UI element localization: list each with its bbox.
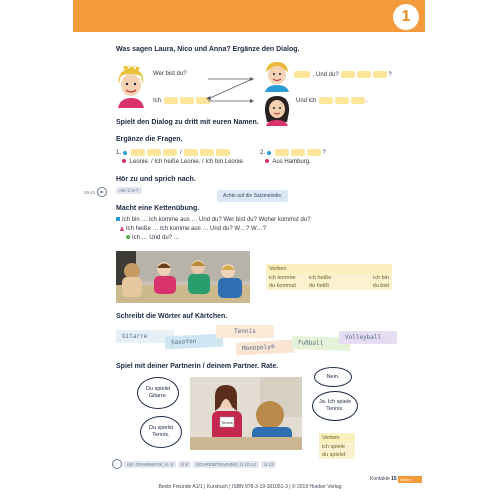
ex2-title: Spielt den Dialog zu dritt mit euren Namen. [116,119,259,126]
gap[interactable] [351,97,365,104]
chain-line-1-text: Ich bin … Ich komme aus … Und du? Wer bist du? Woher kommst du? [122,217,311,223]
bullet-dot-icon [265,159,269,163]
gap[interactable] [319,97,333,104]
ex3-title: Ergänze die Fragen. [116,136,183,143]
gap[interactable] [294,71,310,78]
speech-bubble-tennis-guess: Du spielst Tennis. [140,416,182,448]
gap[interactable] [216,149,230,156]
hint-box: Achte auf die Satzmelodie. [217,190,288,202]
workbook-ref[interactable] [116,187,142,194]
dialog-q3-row: . Und du? ? [293,71,392,78]
word-card-fussball[interactable]: Fußball [292,336,350,351]
chapter-badge: 1 [393,4,419,30]
card-word-text: Tennis [221,420,233,425]
grammar-ref: KB: GRAMMATIK, S. 8 [124,461,176,468]
word-card-gitarre[interactable]: Gitarre [116,330,174,343]
ex3-number-2: 2. [260,150,266,157]
ex3-a1-row [122,159,244,165]
ex3-answer-1: Leonie. / Ich heiße Leonie. / Ich bin Leonie. [129,159,245,165]
verbs-table-2 [319,433,355,459]
verb-cell: du kommst [269,283,296,289]
bullet-dot-icon [122,159,126,163]
ex6-title: Schreibt die Wörter auf Kärtchen. [116,313,228,320]
gap[interactable] [184,149,198,156]
verbs-row [266,274,392,282]
footer-line: Beste Freunde A1/1 | Kursbuch | ISBN 978-3-19-301051-3 | © 2019 Hueber Verlag [158,484,342,490]
ex3-slash: / [180,150,182,157]
bullet-dot-icon [267,151,271,155]
dialog-arrows [206,76,254,104]
bullet-triangle-icon [120,226,124,231]
ex7-title: Spiel mit deiner Partnerin / deinem Partner. Rate. [116,363,279,370]
page-number: 15 [391,476,397,482]
verb-cell: ich bin [373,275,389,281]
section-name: Kontakte [370,476,390,482]
gap[interactable] [180,97,194,104]
chain-line-3-text: Ich … Und du? … [132,235,180,241]
gap[interactable] [147,149,161,156]
gap[interactable] [307,149,321,156]
dialog-q1: Wer bist du? [153,71,187,77]
word-card-saxofon[interactable]: Saxofon [165,333,224,349]
page-number-label [370,476,397,482]
writing-ref: SCHREIBTRAINING, Ü 10-12 [193,461,259,468]
laura-face-illustration [114,64,148,108]
bullet-dot-icon [126,235,130,239]
chain-line-2-text: Ich heiße … Ich komme aus … Und du? W…? W…? [126,226,267,233]
verb-cell: du heißt [309,283,329,289]
gap[interactable] [373,71,387,78]
ex3-q1-row [116,149,231,156]
verb-cell: du spielst [322,452,346,458]
bullet-square-icon [116,217,120,221]
chain-line-3 [126,235,180,241]
word-card-monopoly[interactable]: Monopoly® [236,339,295,355]
workbook-ref-13: Ü 13 [261,461,277,468]
gap[interactable] [275,149,289,156]
verbs-row [319,451,355,459]
dialog-q4-row: Und ich . [296,98,368,105]
gap[interactable] [291,149,305,156]
word-card-volleyball[interactable]: Volleyball [339,331,397,344]
audio-cd-icon: ▶ [97,187,107,197]
ex3-number-1: 1. [116,150,122,157]
nico-face-illustration [262,60,292,92]
gap[interactable] [200,149,214,156]
speech-bubble-gitarre: Du spielst Gitarre. [137,377,179,409]
verbs-row [319,443,355,451]
chain-line-2 [120,226,266,232]
verb-cell: du bist [372,283,389,289]
chapter-header-band [73,0,425,32]
gap[interactable] [131,149,145,156]
verbs-table-header: Verben [319,433,355,443]
audio-track-ref[interactable] [84,187,107,197]
workbook-ref-8: Ü 8 [178,461,191,468]
gap[interactable] [335,97,349,104]
ex3-q2-row: 2. ? [260,150,326,157]
photo-students-illustration [116,251,250,303]
chain-line-1 [116,217,311,223]
ex5-title: Macht eine Kettenübung. [116,205,200,212]
speech-bubble-nein: Nein. [314,367,352,387]
photo-partner-game [190,377,302,450]
verb-cell: ich komme [269,275,296,281]
lesson-tab: Lesen [398,476,422,483]
verbs-row [266,282,392,290]
ex3-a2-row [265,159,311,165]
verb-cell: ich heiße [309,275,332,281]
bullet-dot-icon [123,151,127,155]
ex1-title: Was sagen Laura, Nico und Anna? Ergänze den Dialog. [116,46,300,53]
word-card-tennis[interactable]: Tennis [216,325,274,338]
anna-face-illustration [262,94,292,126]
gap[interactable] [341,71,355,78]
gap[interactable] [357,71,371,78]
speech-bubble-ja: Ja. Ich spiele Tennis. [312,391,358,421]
gap[interactable] [163,149,177,156]
photo-students-at-table [116,251,250,303]
verb-cell: ich spiele [322,444,345,450]
dialog-q2: Ich [153,98,162,105]
dialog-q3: . Und du? [312,72,339,79]
ex3-answer-2: Aus Hamburg. [272,159,311,165]
arrow-right-icon: › [112,459,122,469]
photo-partner-illustration [190,377,302,450]
ex4-title: Hör zu und sprich nach. [116,176,196,183]
dialog-q4: Und ich [296,98,317,105]
workbook-ref-label: AB: Ü 6-7 [116,187,142,194]
track-number: 29-11 [84,189,96,195]
verbs-table-header: Verben [266,264,392,274]
gap[interactable] [164,97,178,104]
bottom-references[interactable] [112,459,276,469]
verbs-table-1 [266,264,392,290]
dialog-q2-row [153,97,211,104]
